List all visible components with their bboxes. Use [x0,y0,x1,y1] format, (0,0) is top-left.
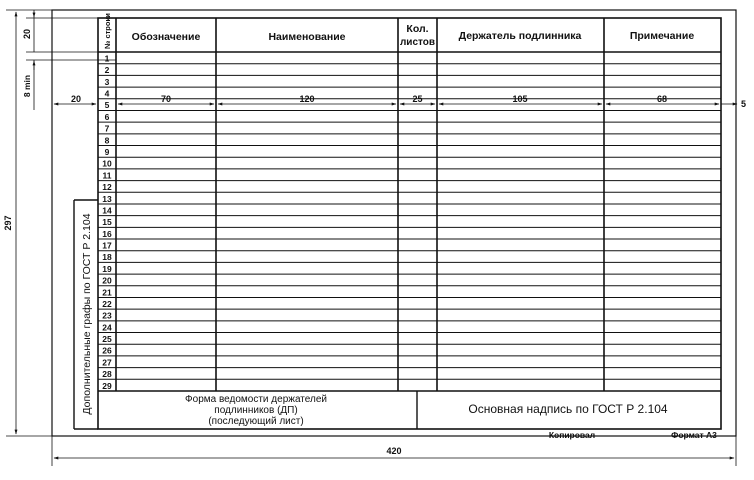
dim-left-20: 20 [70,94,82,104]
row-number: 10 [102,158,112,169]
dim-8-min [22,60,116,110]
form-title-line3: (последующий лист) [208,416,304,427]
svg-text:8 min: 8 min [22,74,32,98]
header-qty-line2: листов [399,37,436,48]
row-number: 20 [102,275,112,286]
row-number: 1 [104,53,110,64]
header-name: Наименование [268,31,346,43]
dim-col-120: 120 [299,94,315,104]
row-number: 24 [102,322,112,333]
dim-col-25: 25 [412,94,423,104]
side-column-label: Дополнительные графы по ГОСТ Р 2.104 [81,213,93,415]
dim-right-5: 5 [741,99,747,109]
row-number: 9 [104,147,110,158]
sheet-edge [52,10,736,436]
header-holder: Держатель подлинника [458,30,582,42]
svg-text:20: 20 [22,28,32,40]
row-number: 14 [102,205,112,216]
row-number: 29 [102,380,112,391]
row-number: 26 [102,345,112,356]
column-lines [116,18,604,391]
header-designation: Обозначение [131,31,201,43]
row-number: 11 [102,170,112,181]
dim-col-105: 105 [512,94,528,104]
row-number: 28 [102,369,112,380]
row-number: 7 [104,123,110,134]
header-row-no: № строки [103,13,112,49]
form-title-line1: Форма ведомости держателей [185,394,327,405]
format-label: Формат А3 [671,430,717,440]
row-number: 15 [102,217,112,228]
svg-text:420: 420 [386,446,402,456]
row-lines [98,64,721,380]
row-number: 3 [104,76,110,87]
row-number: 4 [104,88,110,99]
svg-text:297: 297 [3,215,13,231]
dim-col-68: 68 [656,94,668,104]
row-number: 21 [102,287,112,298]
header-qty-line1: Кол. [406,23,429,35]
form-title-line2: подлинников (ДП) [214,405,298,416]
copied-label: Копировал [548,430,596,440]
row-number: 17 [102,240,112,251]
row-number: 6 [104,111,110,122]
row-number: 12 [102,182,112,193]
row-number: 27 [102,357,112,368]
row-number: 5 [104,100,110,111]
row-numbers [102,53,112,390]
title-block-label: Основная надпись по ГОСТ Р 2.104 [468,402,668,416]
row-number: 23 [102,310,112,321]
row-number: 8 [104,135,110,146]
dim-col-70: 70 [160,94,172,104]
row-number: 22 [102,298,112,309]
dim-width-420 [52,436,736,466]
row-number: 25 [102,334,112,345]
dim-top-20 [22,10,116,52]
row-number: 13 [102,193,112,204]
row-number: 2 [104,65,110,76]
dim-height-297 [3,10,52,436]
row-number: 16 [102,228,112,239]
header-note: Примечание [629,30,695,42]
row-number: 18 [102,252,112,263]
row-number: 19 [102,263,112,274]
